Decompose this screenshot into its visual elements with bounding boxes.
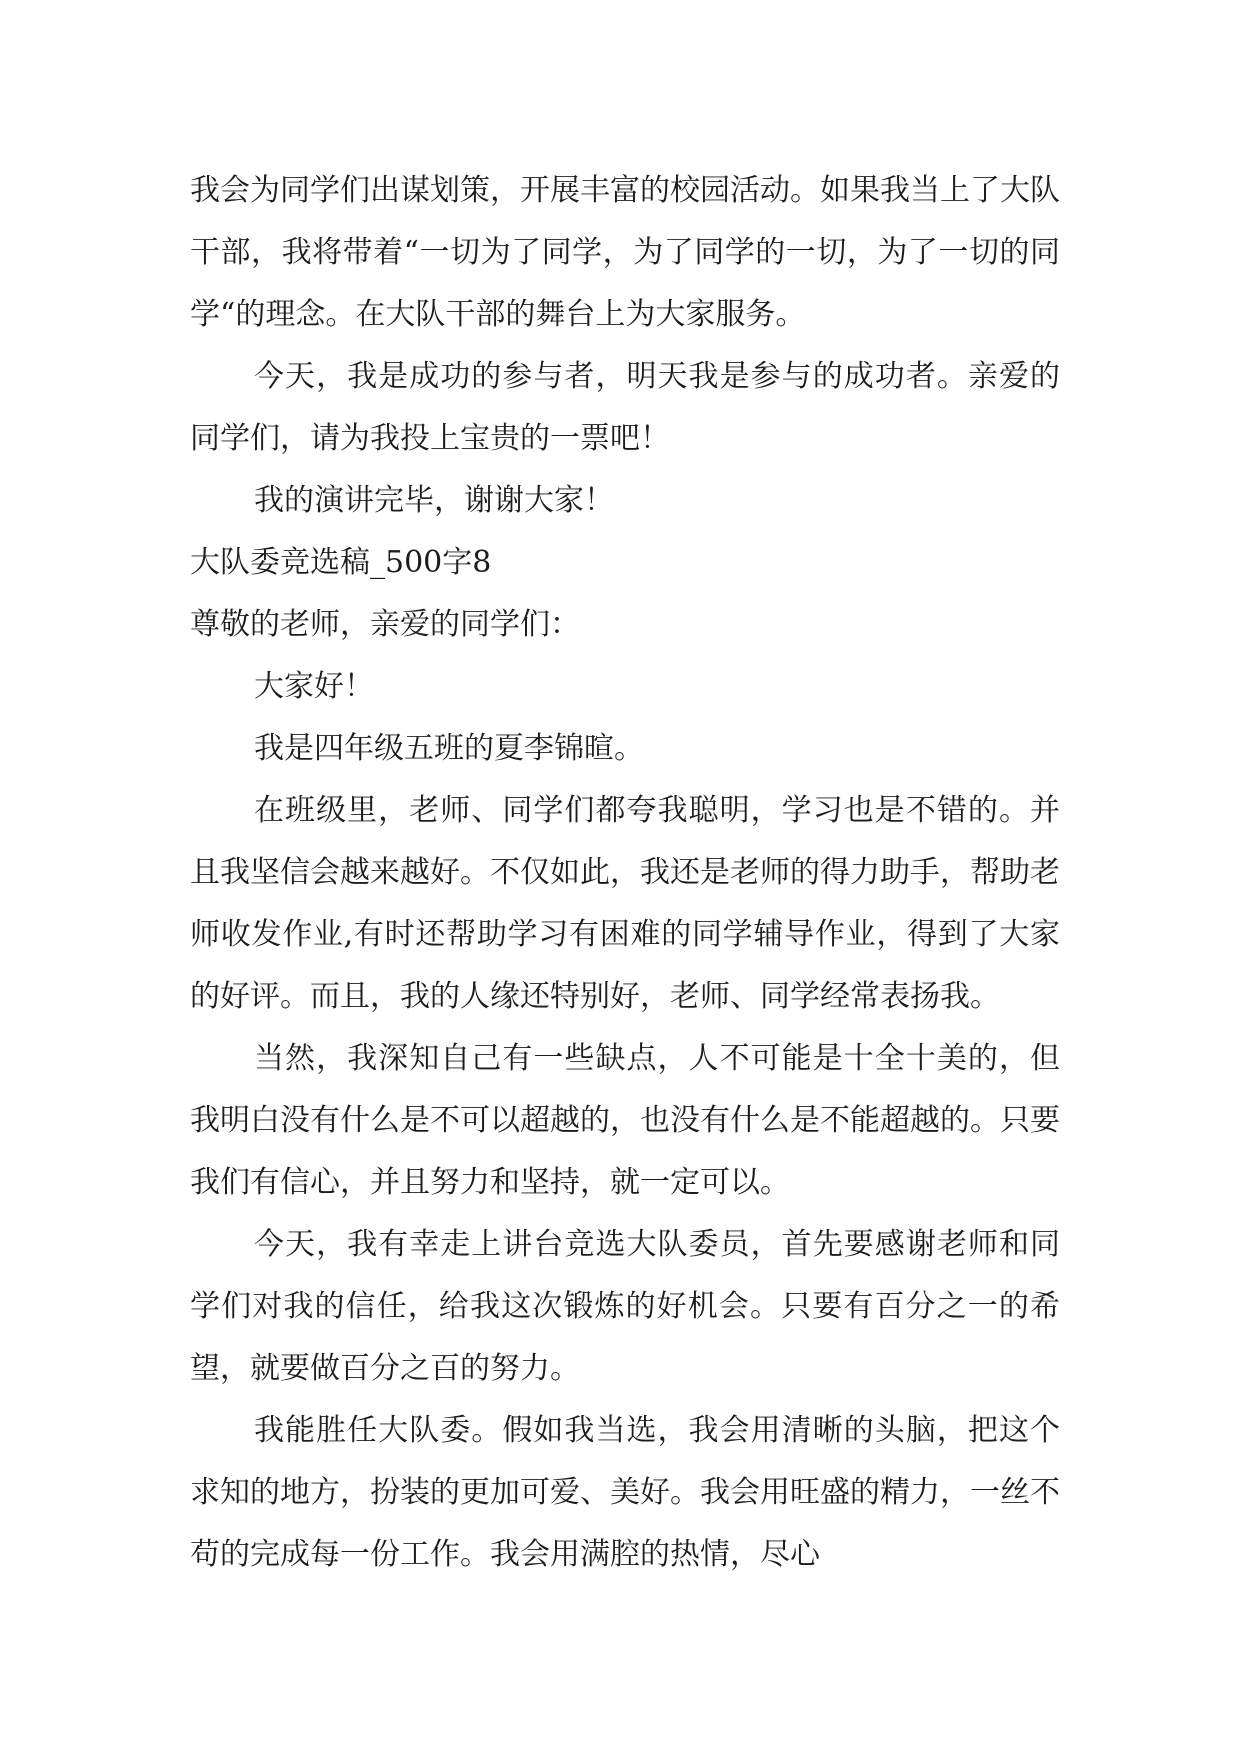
paragraph-gratitude: 今天，我有幸走上讲台竞选大队委员，首先要感谢老师和同学们对我的信任，给我这次锻炼的好机会。只要有百分之一的希望，就要做百分之百的努力。 <box>190 1227 1060 1386</box>
document-body <box>190 160 1060 1586</box>
paragraph-strengths: 在班级里，老师、同学们都夸我聪明，学习也是不错的。并且我坚信会越来越好。不仅如此，我还是老师的得力助手，帮助老师收发作业,有时还帮助学习有困难的同学辅导作业，得到了大家的好评。而且，我的人缘还特别好，老师、同学经常表扬我。 <box>190 793 1060 1014</box>
paragraph-service-pledge: 我会为同学们出谋划策，开展丰富的校园活动。如果我当上了大队干部，我将带着“一切为了同学，为了同学的一切，为了一切的同学“的理念。在大队干部的舞台上为大家服务。 <box>190 173 1060 332</box>
self-introduction: 我是四年级五班的夏李锦暄。 <box>254 731 644 766</box>
paragraph-closing-thanks: 我的演讲完毕，谢谢大家！ <box>254 483 614 518</box>
section-heading: 大队委竞选稿_500字8 <box>190 545 492 580</box>
paragraph-vote-appeal: 今天，我是成功的参与者，明天我是参与的成功者。亲爱的同学们，请为我投上宝贵的一票吧！ <box>190 359 1060 456</box>
paragraph-commitment: 我能胜任大队委。假如我当选，我会用清晰的头脑，把这个求知的地方，扮装的更加可爱、美好。我会用旺盛的精力，一丝不苟的完成每一份工作。我会用满腔的热情，尽心 <box>190 1413 1060 1572</box>
salutation: 尊敬的老师，亲爱的同学们： <box>190 607 580 642</box>
paragraph-weaknesses: 当然，我深知自己有一些缺点，人不可能是十全十美的，但我明白没有什么是不可以超越的，也没有什么是不能超越的。只要我们有信心，并且努力和坚持，就一定可以。 <box>190 1041 1060 1200</box>
greeting: 大家好！ <box>254 669 374 704</box>
